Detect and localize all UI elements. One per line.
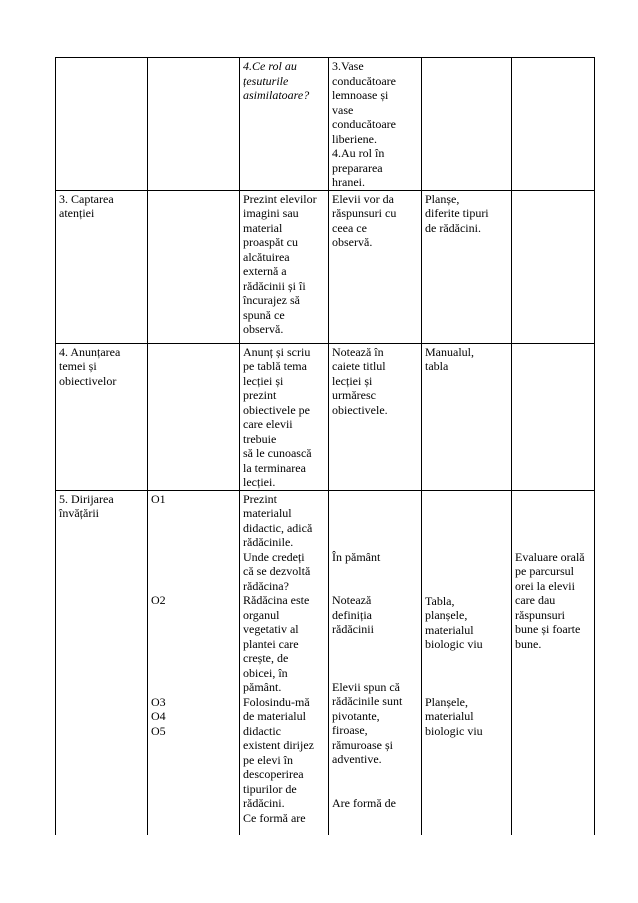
text-line: Manualul, xyxy=(425,344,474,359)
text-line: prezint xyxy=(243,388,277,402)
text-line: biologic viu xyxy=(425,723,483,738)
text-line: Prezint elevilor xyxy=(243,191,317,206)
text-line: vase xyxy=(332,102,354,117)
stage-cell xyxy=(56,343,148,490)
text-line: În pământ xyxy=(332,549,381,564)
spacer xyxy=(151,608,236,695)
text-line: Prezint xyxy=(243,491,277,506)
text-line: obiectivele. xyxy=(332,402,388,417)
resources-cell xyxy=(422,58,512,191)
text-line: obicei, în xyxy=(243,665,288,680)
objective-label: O1 xyxy=(151,491,166,506)
text-line: materialul xyxy=(243,506,292,520)
text-line: pământ. xyxy=(243,680,282,694)
text-line: descoperirea xyxy=(243,767,304,781)
objective-label: O4 xyxy=(151,709,166,723)
text-line: rădăcina? xyxy=(243,578,289,593)
text-line: Notează xyxy=(332,593,372,607)
evaluation-cell xyxy=(512,343,595,490)
student-activity-cell xyxy=(329,190,422,343)
text-line: didactic xyxy=(243,723,281,738)
text-line: biologic viu xyxy=(425,637,483,651)
text-line: Elevii spun că xyxy=(332,679,400,694)
table-row xyxy=(56,343,595,490)
text-line: lecției. xyxy=(243,475,276,489)
text-line: organul xyxy=(243,607,280,622)
text-line: existent dirijez xyxy=(243,738,314,752)
text-line: Ce formă are xyxy=(243,810,306,825)
evaluation-cell xyxy=(512,490,595,835)
text-line: spună ce xyxy=(243,307,285,322)
text-line: Folosindu-mă xyxy=(243,694,310,709)
objective-label: O3 xyxy=(151,694,166,709)
text-line: prepararea xyxy=(332,160,383,175)
text-line: pe elevi în xyxy=(243,752,293,767)
text-line: care elevii xyxy=(243,417,293,431)
text-line: Planșe, xyxy=(425,191,460,206)
text-line: materialul xyxy=(425,709,474,723)
spacer xyxy=(332,564,418,593)
text-line: tabla xyxy=(425,359,449,373)
text-line: rămuroase și xyxy=(332,737,393,752)
resources-cell xyxy=(422,343,512,490)
objective-label: O5 xyxy=(151,723,166,738)
student-activity-cell xyxy=(329,490,422,835)
text-line: încurajez să xyxy=(243,293,300,307)
text-line: liberiene. xyxy=(332,131,377,146)
text-line: obiectivelor xyxy=(59,373,117,388)
text-line: temei și xyxy=(59,359,97,373)
text-line: asimilatoare? xyxy=(243,88,310,102)
text-line: țesuturile xyxy=(243,73,289,88)
stage-cell xyxy=(56,490,148,835)
stage-cell xyxy=(56,58,148,191)
text-line: rădăcinii xyxy=(332,622,374,636)
text-line: bune și foarte xyxy=(515,622,581,636)
text-line: firoase, xyxy=(332,723,368,737)
text-line: Anunț și scriu xyxy=(243,344,311,359)
text-line: proaspăt cu xyxy=(243,235,298,249)
text-line: 3.Vase xyxy=(332,59,364,73)
stage-cell xyxy=(56,190,148,343)
objectives-cell xyxy=(148,343,240,490)
text-line: didactic, adică xyxy=(243,520,313,535)
text-line: material xyxy=(243,220,283,235)
text-line: atenției xyxy=(59,206,95,220)
text-line: diferite tipuri xyxy=(425,206,489,220)
text-line: Planșele, xyxy=(425,694,468,709)
table-row xyxy=(56,58,595,191)
resources-cell xyxy=(422,490,512,835)
objectives-cell xyxy=(148,190,240,343)
text-line: răspunsuri cu xyxy=(332,206,397,220)
text-line: Notează în xyxy=(332,344,384,359)
text-line: crește, de xyxy=(243,651,289,665)
text-line: 3. Captarea xyxy=(59,191,114,206)
lesson-plan-table xyxy=(55,57,595,835)
text-line: Elevii vor da xyxy=(332,191,394,206)
text-line: obiectivele pe xyxy=(243,402,310,417)
table-row xyxy=(56,190,595,343)
spacer xyxy=(332,492,418,550)
text-line: plantei care xyxy=(243,636,299,651)
spacer xyxy=(151,506,236,593)
text-line: definiția xyxy=(332,607,372,622)
evaluation-cell xyxy=(512,58,595,191)
text-line: observă. xyxy=(243,322,284,336)
student-activity-cell xyxy=(329,343,422,490)
text-line: Evaluare orală xyxy=(515,549,585,564)
text-line: hranei. xyxy=(332,175,365,189)
spacer xyxy=(425,652,508,695)
student-activity-cell xyxy=(329,58,422,191)
text-line: rădăcinile sunt xyxy=(332,694,403,708)
text-line: rădăcini. xyxy=(243,796,285,810)
spacer xyxy=(515,492,591,550)
objectives-cell xyxy=(148,58,240,191)
teacher-activity-cell xyxy=(240,190,329,343)
text-line: bune. xyxy=(515,636,542,651)
text-line: Unde credeți xyxy=(243,549,305,564)
text-line: 5. Dirijarea xyxy=(59,491,114,506)
table-row xyxy=(56,490,595,835)
text-line: caiete titlul xyxy=(332,359,386,373)
text-line: imagini sau xyxy=(243,206,299,220)
text-line: de materialul xyxy=(243,709,306,723)
text-line: care dau xyxy=(515,593,556,607)
spacer xyxy=(425,492,508,594)
evaluation-cell xyxy=(512,190,595,343)
spacer xyxy=(332,767,418,796)
teacher-activity-cell xyxy=(240,58,329,191)
text-line: conducătoare xyxy=(332,73,396,88)
text-line: pe parcursul xyxy=(515,564,574,578)
text-line: vegetativ al xyxy=(243,622,299,636)
text-line: urmăresc xyxy=(332,388,376,402)
text-line: adventive. xyxy=(332,752,382,766)
objectives-cell xyxy=(148,490,240,835)
text-line: răspunsuri xyxy=(515,607,565,622)
text-line: lemnoase și xyxy=(332,88,389,102)
text-line: ceea ce xyxy=(332,220,367,235)
teacher-activity-cell xyxy=(240,343,329,490)
text-line: observă. xyxy=(332,235,373,249)
text-line: Tabla, xyxy=(425,593,455,608)
text-line: învățării xyxy=(59,506,99,520)
text-line: lecției și xyxy=(243,373,284,388)
text-line: pe tablă tema xyxy=(243,359,307,373)
text-line: trebuie xyxy=(243,431,277,446)
text-line: lecției și xyxy=(332,373,373,388)
text-line: 4.Ce rol au xyxy=(243,59,297,73)
text-line: alcătuirea xyxy=(243,249,290,264)
text-line: planșele, xyxy=(425,608,468,622)
text-line: 4. Anunțarea xyxy=(59,344,121,359)
text-line: că se dezvoltă xyxy=(243,564,311,578)
text-line: rădăcinii și îi xyxy=(243,278,306,293)
text-line: Rădăcina este xyxy=(243,593,310,607)
text-line: materialul xyxy=(425,622,474,637)
text-line: conducătoare xyxy=(332,117,396,131)
resources-cell xyxy=(422,190,512,343)
text-line: rădăcinile. xyxy=(243,535,294,549)
text-line: Are formă de xyxy=(332,795,396,810)
teacher-activity-cell xyxy=(240,490,329,835)
text-line: pivotante, xyxy=(332,708,380,723)
text-line: de rădăcini. xyxy=(425,220,481,235)
text-line: 4.Au rol în xyxy=(332,146,385,160)
text-line: să le cunoască xyxy=(243,446,312,460)
objective-label: O2 xyxy=(151,593,166,607)
spacer xyxy=(332,637,418,680)
text-line: externă a xyxy=(243,264,287,278)
text-line: la terminarea xyxy=(243,460,306,475)
text-line: tipurilor de xyxy=(243,781,297,796)
text-line: orei la elevii xyxy=(515,578,575,593)
